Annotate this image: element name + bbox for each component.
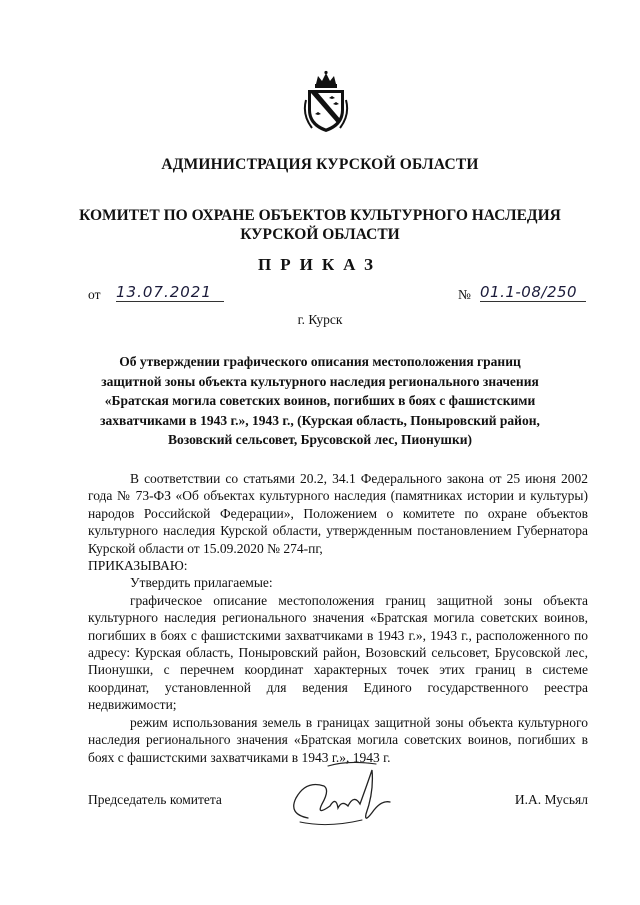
signatory-position: Председатель комитета	[88, 792, 222, 807]
committee-title-line1: КОМИТЕТ ПО ОХРАНЕ ОБЪЕКТОВ КУЛЬТУРНОГО НАСЛЕДИЯ	[79, 207, 561, 224]
city: г. Курск	[297, 312, 343, 327]
body-paragraph-regime: режим использования земель в границах защитной зоны объекта культурного наследия регионального значения «Братская могила советских воинов, погибших в боях с фашистскими захватчиками в 1943 г.», 1943 г.	[88, 714, 588, 765]
body-paragraph-approve: Утвердить прилагаемые:	[130, 575, 273, 591]
subject-line: захватчиками в 1943 г.», 1943 г., (Курская область, Поныровский район,	[100, 412, 540, 428]
order-body	[88, 470, 588, 766]
order-number-value: 01.1-08/250	[480, 283, 586, 302]
date-value: 13.07.2021	[116, 283, 224, 302]
number-label: №	[458, 287, 471, 302]
kursk-coat-of-arms-icon	[302, 70, 350, 134]
order-title: ПРИКАЗ	[258, 255, 382, 274]
subject-line: Возовский сельсовет, Брусовской лес, Пионушки)	[167, 432, 472, 447]
body-order-keyword: ПРИКАЗЫВАЮ:	[88, 558, 188, 574]
order-meta-row	[88, 283, 588, 305]
body-paragraph-preamble: В соответствии со статьями 20.2, 34.1 Федерального закона от 25 июня 2002 года № 73-ФЗ «Об объектах культурного наследия (памятниках истории и культуры) народов Российской Федерации», Положением о комитете по охране объектов культурного наследия Курской области, утвержденным постановлением Губернатора Курской области от 15.09.2020 № 274-пг,	[88, 471, 588, 556]
subject-line: «Братская могила советских воинов, погибших в боях с фашистскими	[104, 393, 536, 408]
subject-line: защитной зоны объекта культурного наследия регионального значения	[101, 373, 539, 389]
handwritten-signature	[278, 756, 408, 834]
subject-line: Об утверждении графического описания местоположения границ	[119, 354, 521, 369]
committee-title-line2: КУРСКОЙ ОБЛАСТИ	[240, 226, 400, 243]
date-label: от	[88, 287, 101, 302]
committee-title	[0, 206, 640, 244]
signature-block	[88, 788, 588, 828]
body-paragraph-description: графическое описание местоположения границ защитной зоны объекта культурного наследия регионального значения «Братская могила советских воинов, погибших в боях с фашистскими захватчиками в 1943 г.», 1943 г., расположенного по адресу: Курская область, Поныровский район, Возовский сельсовет, Брусовской лес, Пионушки, с перечнем координат характерных точек этих границ в системе координат, установленной для ведения Единого государственного реестра недвижимости;	[88, 592, 588, 713]
order-subject	[92, 352, 548, 450]
administration-title: АДМИНИСТРАЦИЯ КУРСКОЙ ОБЛАСТИ	[161, 156, 479, 173]
signatory-name: И.А. Мусьял	[514, 792, 588, 807]
